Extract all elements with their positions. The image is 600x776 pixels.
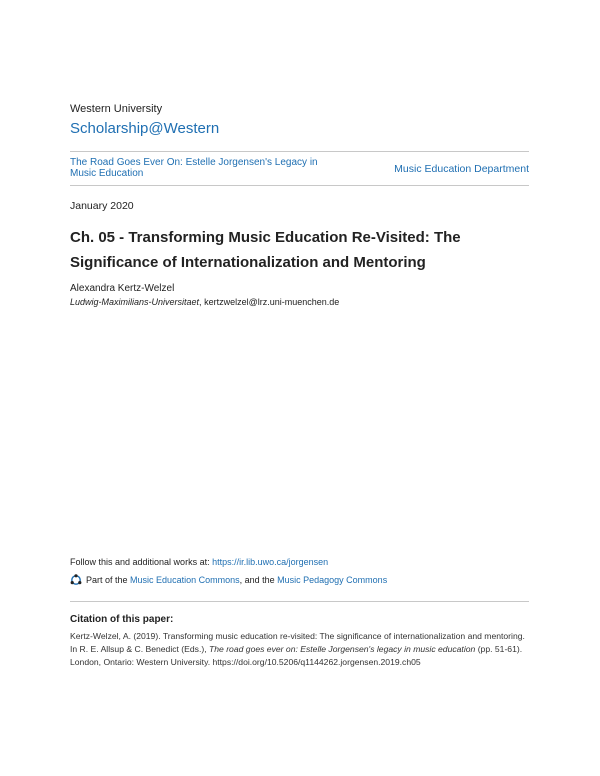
institution-name: Western University (70, 103, 163, 115)
citation-text (70, 630, 532, 669)
music-education-commons-link[interactable]: Music Education Commons (130, 575, 240, 585)
author-affiliation (70, 297, 339, 307)
middle-divider (70, 185, 529, 186)
follow-link[interactable]: https://ir.lib.uwo.ca/jorgensen (212, 557, 329, 567)
publication-date: January 2020 (70, 200, 134, 212)
department-link[interactable]: Music Education Department (394, 163, 529, 175)
author-email: kertzwelzel@lrz.uni-muenchen.de (204, 297, 340, 307)
citation-part-1: Kertz-Welzel, A. (2019). Transforming music education re-visited: The significance of internationalization and mentoring. In R. E. Allsup & C. Benedict (Eds.), (70, 631, 525, 654)
repository-link[interactable]: Scholarship@Western (70, 120, 220, 137)
follow-text: Follow this and additional works at: (70, 557, 210, 567)
citation-part-2: (pp. 51-61). London, Ontario: Western University. https://doi.org/10.5206/q1144262.jorgensen.2019.ch05 (70, 644, 523, 667)
author-name: Alexandra Kertz-Welzel (70, 283, 175, 294)
part-of-prefix: Part of the (86, 575, 128, 585)
network-icon (70, 574, 82, 586)
follow-line (70, 557, 328, 567)
citation-heading: Citation of this paper: (70, 614, 174, 625)
top-divider (70, 151, 529, 152)
citation-divider (70, 601, 529, 602)
part-of-line (70, 574, 387, 586)
music-pedagogy-commons-link[interactable]: Music Pedagogy Commons (277, 575, 388, 585)
and-text: , and the (239, 575, 275, 585)
affiliation-name: Ludwig-Maximilians-Universitaet (70, 297, 200, 307)
article-title: Ch. 05 - Transforming Music Education Re-Visited: The Significance of Internationalization and Mentoring (70, 229, 461, 271)
affiliation-separator: , (199, 297, 205, 307)
series-title-link[interactable]: The Road Goes Ever On: Estelle Jorgensen's Legacy in Music Education (70, 157, 318, 179)
citation-book-title: The road goes ever on: Estelle Jorgensen's legacy in music education (209, 644, 476, 654)
